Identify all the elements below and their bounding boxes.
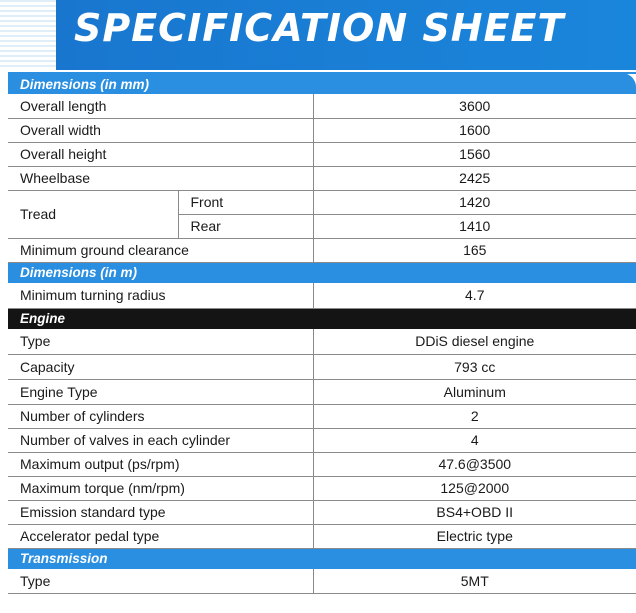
row-label: Number of valves in each cylinder bbox=[8, 428, 313, 452]
table-row bbox=[8, 524, 636, 548]
banner-stripes bbox=[0, 0, 56, 70]
row-label: Engine Type bbox=[8, 379, 313, 404]
row-label: Type bbox=[8, 569, 313, 593]
row-label: Overall width bbox=[8, 118, 313, 142]
row-label: Emission standard type bbox=[8, 500, 313, 524]
section-header-transmission bbox=[8, 548, 636, 569]
row-label: Minimum ground clearance bbox=[8, 238, 313, 262]
row-value: 5MT bbox=[313, 569, 636, 593]
row-value: 47.6@3500 bbox=[313, 452, 636, 476]
table-row bbox=[8, 379, 636, 404]
row-value: 2425 bbox=[313, 166, 636, 190]
row-label: Overall length bbox=[8, 94, 313, 118]
row-value: 125@2000 bbox=[313, 476, 636, 500]
table-row bbox=[8, 404, 636, 428]
row-label: Minimum turning radius bbox=[8, 283, 313, 308]
row-value: Electric type bbox=[313, 524, 636, 548]
row-value: Aluminum bbox=[313, 379, 636, 404]
row-label: Accelerator pedal type bbox=[8, 524, 313, 548]
section-title: Dimensions (in mm) bbox=[8, 73, 636, 94]
row-value: 793 cc bbox=[313, 354, 636, 379]
row-value: 2 bbox=[313, 404, 636, 428]
table-row bbox=[8, 94, 636, 118]
table-row bbox=[8, 569, 636, 593]
header-banner bbox=[0, 0, 636, 70]
row-value: BS4+OBD II bbox=[313, 500, 636, 524]
row-label: Number of cylinders bbox=[8, 404, 313, 428]
row-value: 1410 bbox=[313, 214, 636, 238]
row-label: Wheelbase bbox=[8, 166, 313, 190]
row-label: Overall height bbox=[8, 142, 313, 166]
section-title: Dimensions (in m) bbox=[8, 262, 636, 283]
table-row bbox=[8, 476, 636, 500]
row-value: 1560 bbox=[313, 142, 636, 166]
table-row bbox=[8, 190, 636, 214]
row-value: 3600 bbox=[313, 94, 636, 118]
table-row bbox=[8, 118, 636, 142]
row-label: Type bbox=[8, 329, 313, 354]
table-row bbox=[8, 452, 636, 476]
section-title: Transmission bbox=[8, 548, 636, 569]
row-label: Tread bbox=[8, 190, 178, 238]
row-value: 1420 bbox=[313, 190, 636, 214]
row-value: 4.7 bbox=[313, 283, 636, 308]
table-row bbox=[8, 329, 636, 354]
page-title: SPECIFICATION SHEET bbox=[74, 6, 565, 50]
row-sublabel: Rear bbox=[178, 214, 313, 238]
table-row bbox=[8, 500, 636, 524]
table-row bbox=[8, 166, 636, 190]
row-value: 165 bbox=[313, 238, 636, 262]
section-header-dimensions-m bbox=[8, 262, 636, 283]
row-label: Maximum output (ps/rpm) bbox=[8, 452, 313, 476]
row-value: 1600 bbox=[313, 118, 636, 142]
table-row bbox=[8, 142, 636, 166]
table-row bbox=[8, 238, 636, 262]
row-sublabel: Front bbox=[178, 190, 313, 214]
row-label: Capacity bbox=[8, 354, 313, 379]
section-title: Engine bbox=[8, 308, 636, 329]
table-row bbox=[8, 283, 636, 308]
spec-table bbox=[8, 72, 636, 594]
row-value: DDiS diesel engine bbox=[313, 329, 636, 354]
row-value: 4 bbox=[313, 428, 636, 452]
table-row bbox=[8, 354, 636, 379]
row-label: Maximum torque (nm/rpm) bbox=[8, 476, 313, 500]
table-row bbox=[8, 428, 636, 452]
section-header-dimensions-mm bbox=[8, 73, 636, 94]
section-header-engine bbox=[8, 308, 636, 329]
